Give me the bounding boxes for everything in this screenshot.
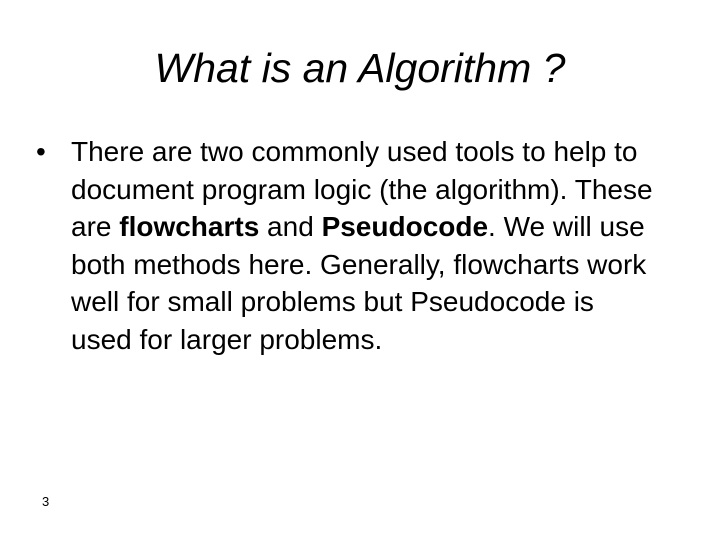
bold-term-pseudocode: Pseudocode — [321, 211, 489, 242]
bullet-icon: • — [36, 136, 46, 167]
slide-title: What is an Algorithm ? — [154, 45, 566, 91]
bullet-text-part-1: There are two commonly used tools to help to document program logic (the algorithm). These are — [71, 136, 653, 242]
bullet-text-part-3: . We will use both methods here. Generally, flowcharts work well for small problems but Pseudocode is used for larger problems. — [71, 211, 647, 355]
bullet-text — [71, 133, 656, 358]
bullet-item — [36, 133, 656, 358]
page-number: 3 — [42, 494, 50, 509]
bullet-text-part-2: and — [259, 211, 322, 242]
bold-term-flowcharts: flowcharts — [119, 211, 260, 242]
